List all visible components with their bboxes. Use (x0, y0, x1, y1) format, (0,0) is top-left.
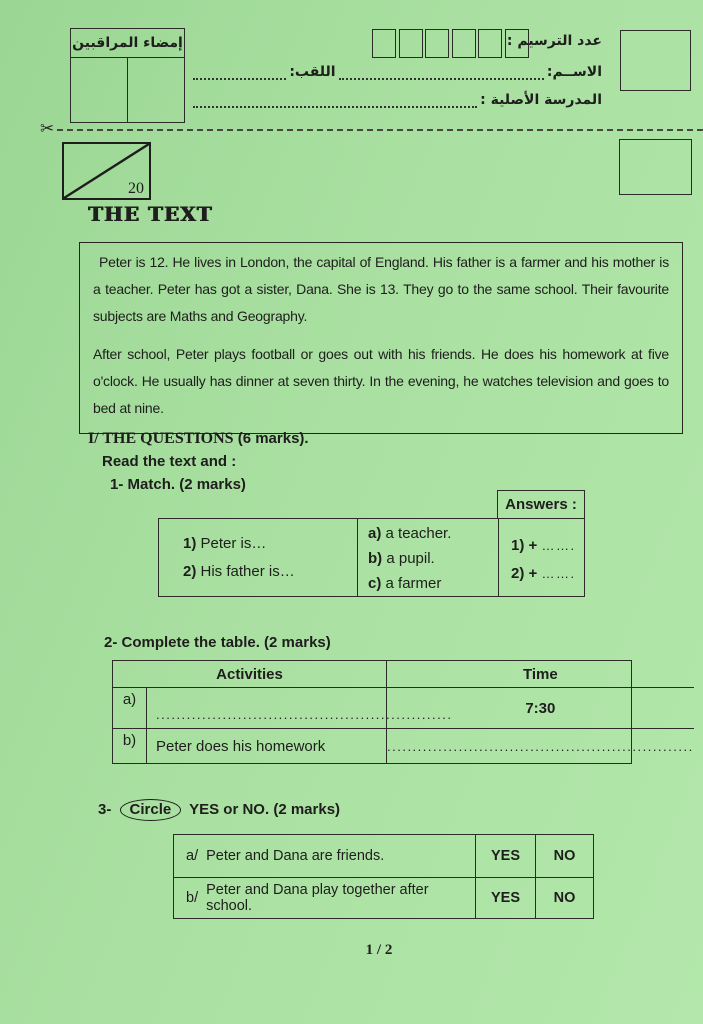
registration-digit-box (399, 29, 423, 58)
question2-marks: (2 marks) (264, 634, 331, 651)
row-b-key: b) (113, 728, 146, 763)
registration-digit-box (425, 29, 449, 58)
page-number: 1 / 2 (365, 942, 393, 958)
match-left-column (159, 519, 357, 596)
questions-intro: Read the text and : (102, 453, 237, 470)
reading-text-box (79, 242, 683, 434)
supervisors-signature-title: إمضاء المراقبين (71, 29, 184, 58)
answers-header-box: Answers : (497, 490, 585, 519)
scissors-icon: ✂ (40, 119, 55, 138)
match-item-text: His father is… (200, 563, 295, 580)
row-a-activity (146, 687, 453, 728)
yes-no-table (173, 834, 594, 919)
school-dotted-line (193, 93, 477, 108)
question2-label-line (104, 634, 331, 651)
no-option-row-b: NO (535, 877, 593, 918)
question2-number: 2- (104, 634, 118, 651)
supervisors-signature-cells (71, 58, 184, 122)
text-heading: THE TEXT (88, 202, 213, 226)
statement-row-b (174, 877, 475, 918)
no-option-row-a: NO (535, 835, 593, 877)
row-b-activity-text: Peter does his homework (156, 737, 326, 755)
match-options-column (357, 519, 498, 596)
row-b-time-dots: ............................................................ (387, 738, 694, 754)
statement-a-key: a/ (186, 848, 199, 864)
row-a-key: a) (113, 687, 146, 728)
match-answers-column (498, 519, 584, 596)
cut-dashed-line (57, 129, 703, 131)
activities-column-header: Activities (216, 665, 283, 683)
registration-digit-box (452, 29, 476, 58)
yes-option-row-a: YES (475, 835, 535, 877)
statement-b-text: Peter and Dana play together after school. (206, 882, 429, 914)
question2-title: Complete the table. (121, 634, 260, 651)
school-line (190, 92, 602, 108)
row-b-activity (146, 728, 386, 763)
supervisor-signature-cell-2 (128, 58, 184, 122)
top-right-stamp-box (620, 30, 691, 91)
registration-digit-box (505, 29, 529, 58)
question3-marks: (2 marks) (273, 801, 341, 818)
row-a-time: 7:30 (386, 687, 694, 728)
match-item (183, 558, 357, 586)
score-box (62, 142, 151, 200)
match-option-text: a farmer (385, 575, 442, 592)
match-item-num: 2) (183, 563, 197, 580)
supervisors-signature-table (70, 28, 185, 123)
match-option (368, 521, 498, 546)
match-answer-num: 1) + (511, 537, 538, 554)
questions-section-title (88, 430, 309, 448)
match-option-letter: a) (368, 525, 382, 542)
match-option-text: a pupil. (386, 550, 435, 567)
match-item (183, 530, 357, 558)
statement-a-text: Peter and Dana are friends. (206, 848, 385, 864)
match-option (368, 571, 498, 596)
registration-digit-box (478, 29, 502, 58)
match-table (158, 518, 585, 597)
registration-digit-box (372, 29, 396, 58)
row-b-time (386, 728, 694, 763)
match-option (368, 546, 498, 571)
registration-number-label: عدد الترسيم : (506, 33, 602, 49)
question3-rest: YES or NO. (189, 801, 270, 818)
time-column-header: Time (386, 661, 694, 687)
statement-row-a (174, 835, 475, 877)
questions-title-marks: (6 marks). (237, 430, 309, 447)
complete-table (112, 660, 694, 764)
row-a-activity-dots: .......................................................... (156, 707, 453, 722)
match-item-num: 1) (183, 535, 197, 552)
question3-label-line (98, 799, 340, 821)
questions-title-text: I/ THE QUESTIONS (88, 430, 234, 447)
match-option-letter: b) (368, 550, 383, 567)
question3-number: 3- (98, 801, 112, 818)
supervisor-signature-cell-1 (71, 58, 128, 122)
match-answer-num: 2) + (511, 565, 538, 582)
name-dotted-line (339, 65, 544, 80)
score-total: 20 (128, 180, 144, 197)
school-label: المدرسة الأصلية : (480, 92, 602, 108)
text-paragraph-2: After school, Peter plays football or goes out with his friends. He does his homework at five o'clock. He usually has dinner at seven thirty. In the evening, he watches television and goes to bed at nine. (93, 346, 669, 416)
circle-word-oval: Circle (120, 799, 182, 821)
surname-label: اللقب: (289, 64, 336, 80)
question1-number: 1- (110, 476, 124, 493)
match-item-text: Peter is… (200, 535, 267, 552)
match-answer-line (511, 532, 584, 560)
second-stamp-box (619, 139, 692, 195)
name-surname-line (190, 64, 602, 80)
statement-b-key: b/ (186, 890, 199, 906)
registration-number-boxes (372, 29, 529, 58)
text-paragraph-1: Peter is 12. He lives in London, the capital of England. His father is a farmer and his mother is a teacher. Peter has got a sister, Dana. She is 13. They go to the same school. Their favourite subjects are Maths and Geography. (93, 254, 669, 324)
match-answer-dots: ……. (541, 538, 576, 553)
question1-label-line (110, 476, 246, 493)
surname-dotted-line (193, 65, 286, 80)
match-answer-line (511, 560, 584, 588)
question1-title: Match. (127, 476, 176, 493)
name-label: الاســم: (546, 64, 602, 80)
question1-marks: (2 marks) (179, 476, 246, 493)
yes-option-row-b: YES (475, 877, 535, 918)
match-option-text: a teacher. (385, 525, 452, 542)
match-answer-dots: ……. (541, 566, 576, 581)
match-option-letter: c) (368, 575, 382, 592)
